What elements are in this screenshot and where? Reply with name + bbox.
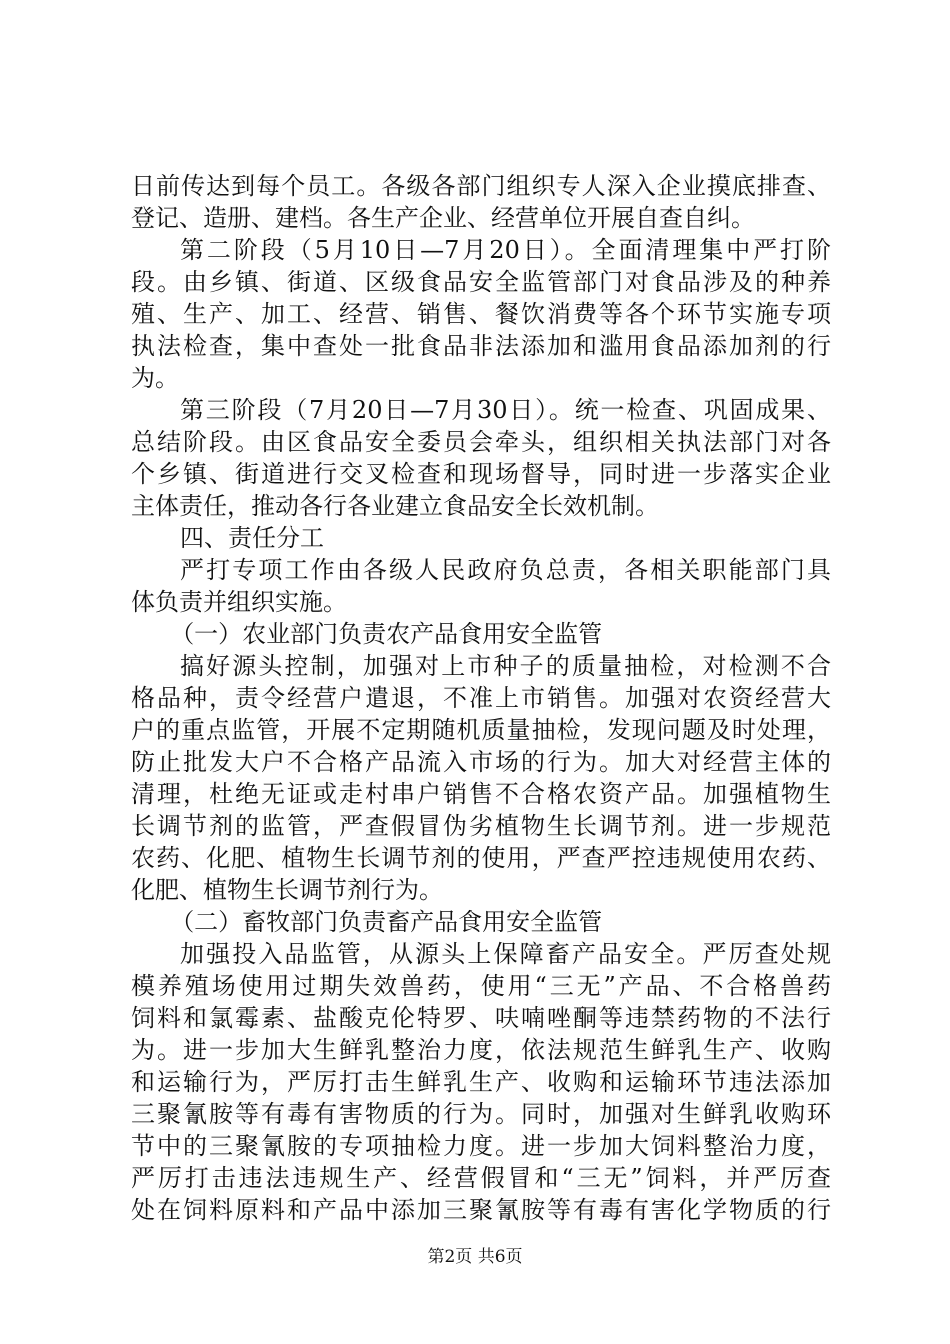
text-line: 为。进一步加大生鲜乳整治力度，依法规范生鲜乳生产、收购 <box>131 1036 831 1064</box>
page-footer: 第2页 共6页 <box>427 1247 523 1267</box>
text-line: 节中的三聚氰胺的专项抽检力度。进一步加大饲料整治力度， <box>131 1132 831 1160</box>
text-line: 总结阶段。由区食品安全委员会牵头，组织相关执法部门对各 <box>131 428 831 456</box>
text-line: 第二阶段（5月10日—7月20日）。全面清理集中严打阶 <box>180 236 831 264</box>
text-line: 个乡镇、街道进行交叉检查和现场督导，同时进一步落实企业 <box>131 460 831 488</box>
text-line: 第三阶段（7月20日—7月30日）。统一检查、巩固成果、 <box>180 396 831 424</box>
text-line: 登记、造册、建档。各生产企业、经营单位开展自查自纠。 <box>131 204 755 232</box>
text-line: 农药、化肥、植物生长调节剂的使用，严查严控违规使用农药、 <box>131 844 831 872</box>
text-line: （一）农业部门负责农产品食用安全监管 <box>170 620 603 648</box>
text-line: 殖、生产、加工、经营、销售、餐饮消费等各个环节实施专项 <box>131 300 831 328</box>
text-line: 和运输行为，严厉打击生鲜乳生产、收购和运输环节违法添加 <box>131 1068 831 1096</box>
text-line: 体负责并组织实施。 <box>131 588 347 616</box>
text-line: 严打专项工作由各级人民政府负总责，各相关职能部门具 <box>180 556 831 584</box>
text-line: 三聚氰胺等有毒有害物质的行为。同时，加强对生鲜乳收购环 <box>131 1100 831 1128</box>
text-line: 格品种，责令经营户遣退，不准上市销售。加强对农资经营大 <box>131 684 831 712</box>
text-line: 长调节剂的监管，严查假冒伪劣植物生长调节剂。进一步规范 <box>131 812 831 840</box>
text-line: 日前传达到每个员工。各级各部门组织专人深入企业摸底排查、 <box>131 172 831 200</box>
text-line: 执法检查，集中查处一批食品非法添加和滥用食品添加剂的行 <box>131 332 831 360</box>
text-line: 主体责任，推动各行各业建立食品安全长效机制。 <box>131 492 659 520</box>
text-line: 段。由乡镇、街道、区级食品安全监管部门对食品涉及的种养 <box>131 268 831 296</box>
text-line: 严厉打击违法违规生产、经营假冒和“三无”饲料，并严厉查 <box>131 1164 831 1192</box>
text-line: 处在饲料原料和产品中添加三聚氰胺等有毒有害化学物质的行 <box>131 1196 831 1224</box>
text-line: 模养殖场使用过期失效兽药，使用“三无”产品、不合格兽药 <box>131 972 831 1000</box>
text-line: 为。 <box>131 364 179 392</box>
text-line: 搞好源头控制，加强对上市种子的质量抽检，对检测不合 <box>180 652 831 680</box>
text-line: 防止批发大户不合格产品流入市场的行为。加大对经营主体的 <box>131 748 831 776</box>
text-line: 户的重点监管，开展不定期随机质量抽检，发现问题及时处理， <box>131 716 831 744</box>
document-body <box>131 170 831 1226</box>
text-line: （二）畜牧部门负责畜产品食用安全监管 <box>170 908 603 936</box>
text-line: 清理，杜绝无证或走村串户销售不合格农资产品。加强植物生 <box>131 780 831 808</box>
text-line: 饲料和氯霉素、盐酸克伦特罗、呋喃唑酮等违禁药物的不法行 <box>131 1004 831 1032</box>
text-line: 化肥、植物生长调节剂行为。 <box>131 876 443 904</box>
text-line: 四、责任分工 <box>180 524 324 552</box>
text-line: 加强投入品监管，从源头上保障畜产品安全。严厉查处规 <box>180 940 831 968</box>
